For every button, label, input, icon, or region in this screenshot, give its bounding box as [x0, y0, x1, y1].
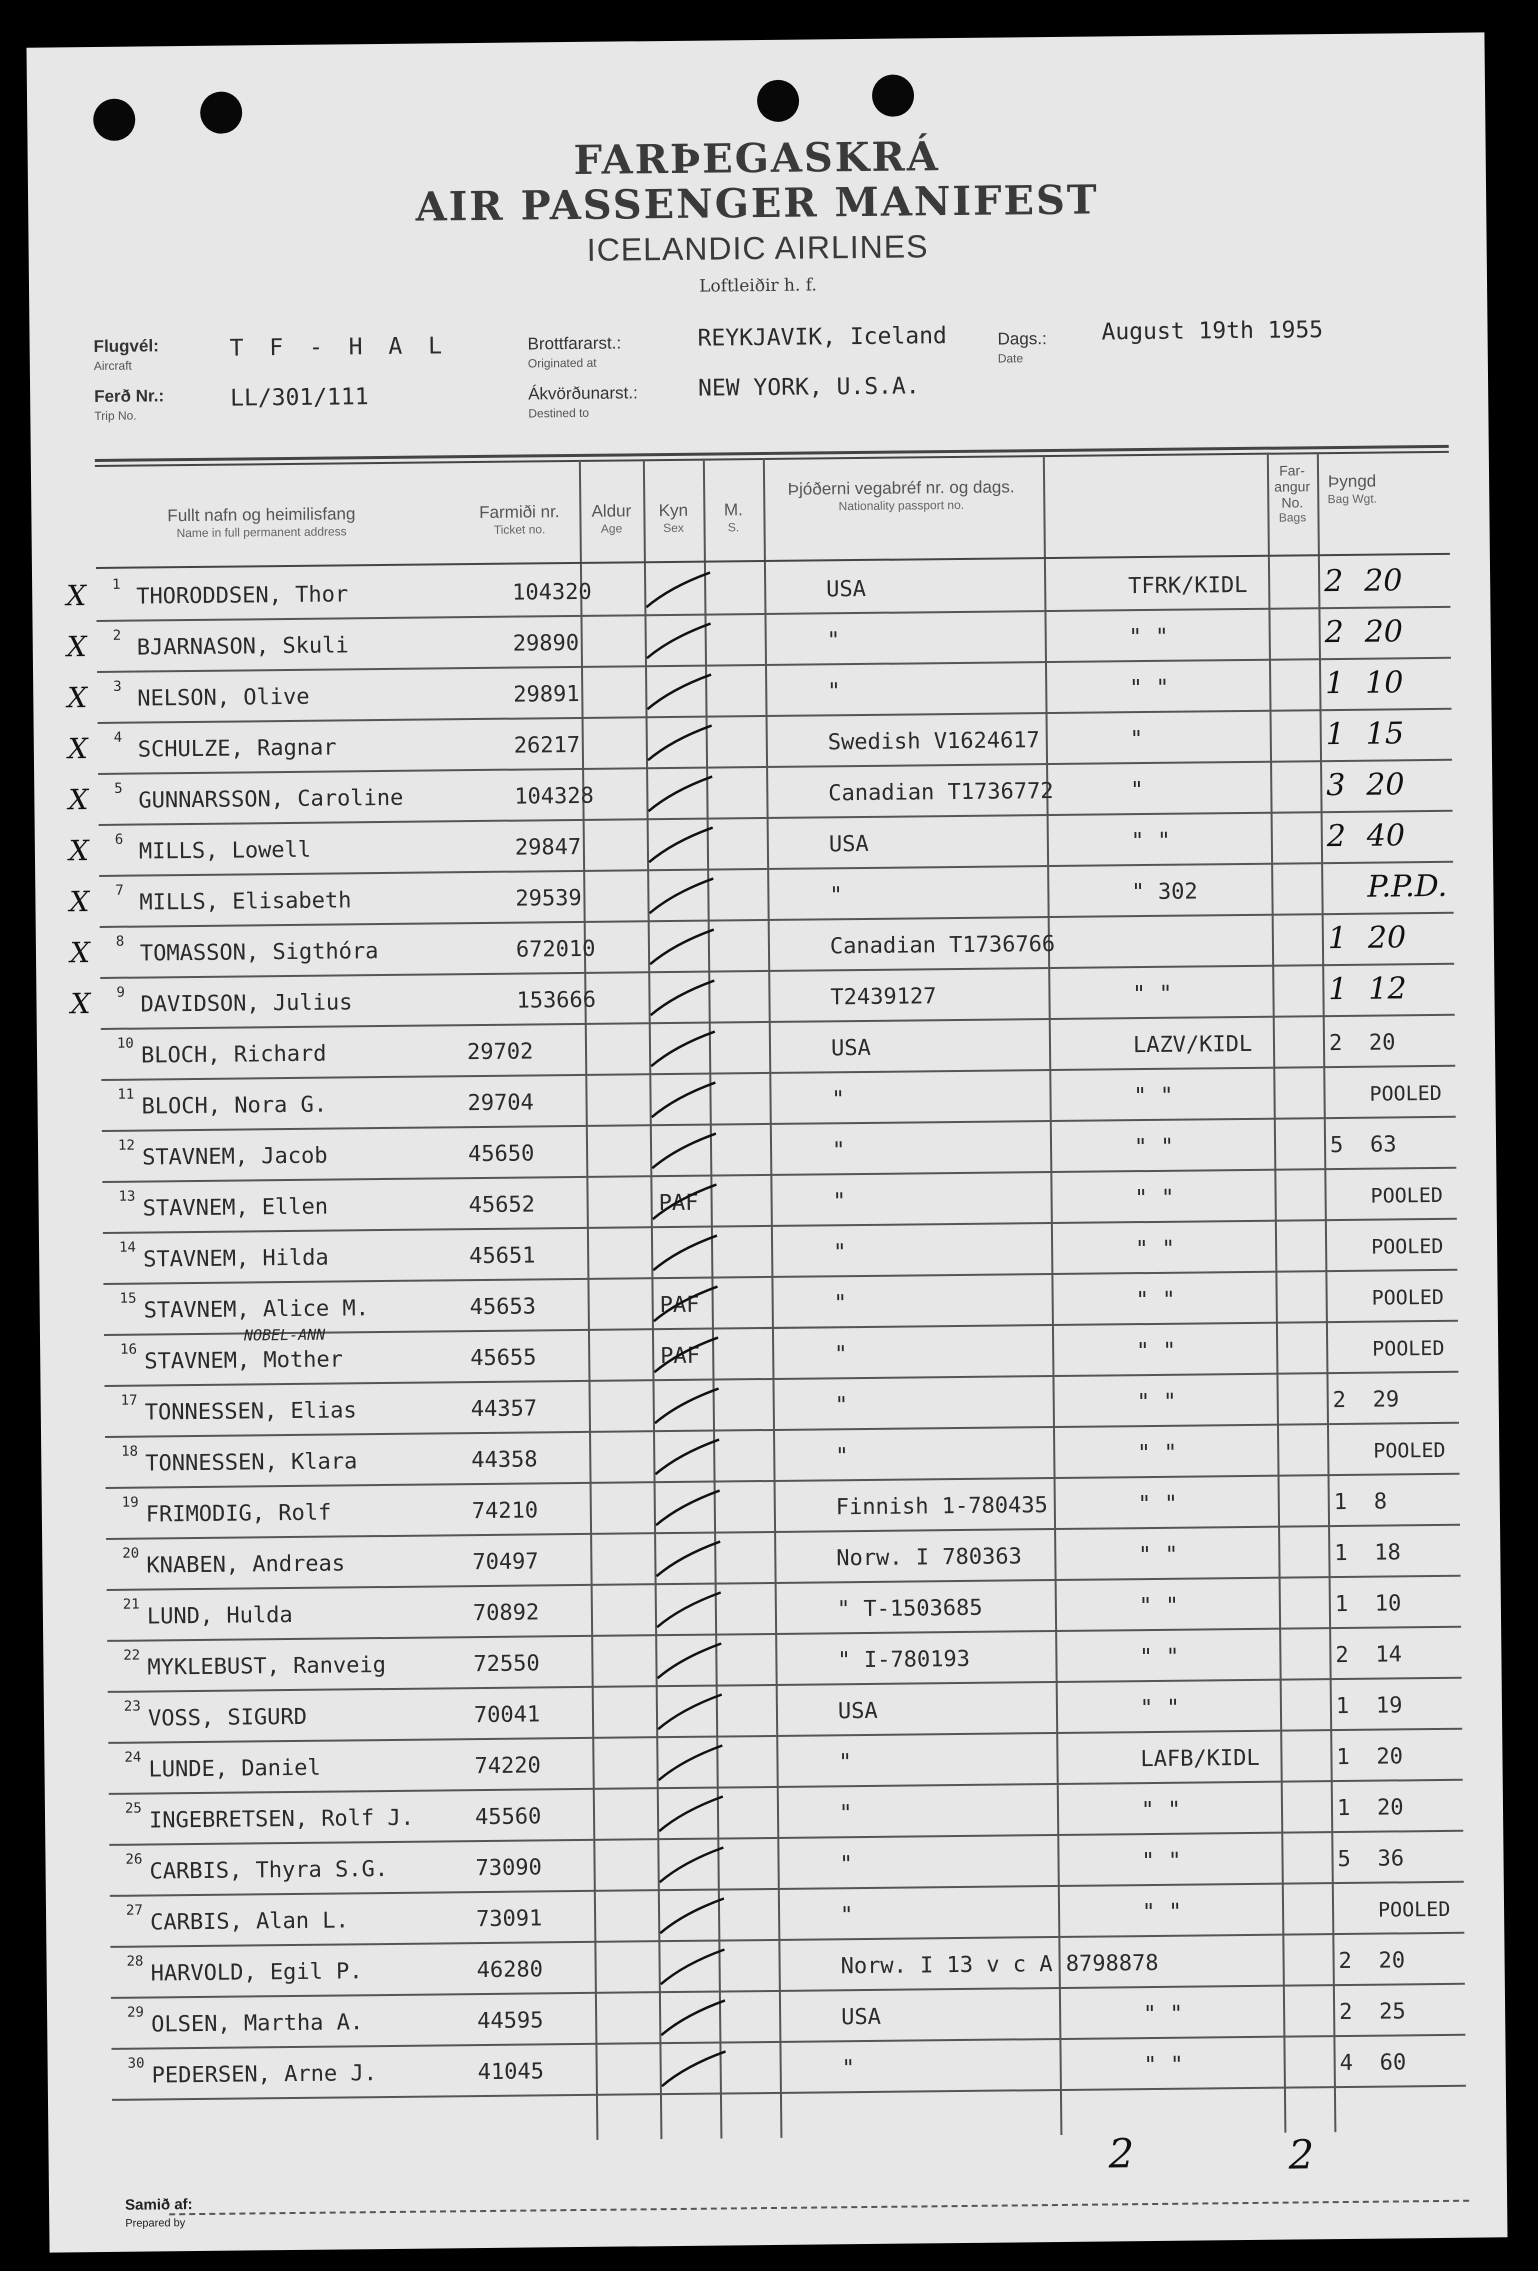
ticket-number: 45655	[470, 1345, 537, 1372]
passenger-name: STAVNEM, Hilda	[143, 1245, 329, 1273]
bag-weight: 10	[1374, 1591, 1402, 1617]
tick-stroke	[646, 1127, 726, 1176]
bag-count: 2	[1323, 563, 1344, 600]
bag-weight: POOLED	[1371, 1284, 1445, 1310]
bag-count: 2	[1324, 614, 1344, 651]
nationality-passport: " I-780193	[837, 1646, 971, 1674]
bag-weight: 19	[1375, 1693, 1403, 1719]
ticket-number: 44358	[471, 1447, 538, 1474]
row-number: 24	[124, 1749, 142, 1766]
tick-stroke	[654, 1943, 734, 1992]
ticket-number: 73090	[475, 1855, 542, 1882]
bag-weight: 63	[1369, 1132, 1397, 1158]
route-code: " "	[1135, 1287, 1176, 1314]
nationality-passport: "	[838, 1750, 852, 1776]
nationality-passport: "	[833, 1291, 848, 1317]
nationality-passport: "	[831, 1138, 846, 1164]
nationality-passport: "	[826, 628, 841, 654]
nationality-passport: "	[829, 883, 843, 909]
bag-weight: 12	[1368, 971, 1407, 1007]
passenger-name: VOSS, SIGURD	[147, 1704, 308, 1732]
row-number: 11	[117, 1086, 135, 1103]
passenger-name: TONNESSEN, Klara	[145, 1449, 358, 1477]
passenger-name: TOMASSON, Sigthóra	[139, 939, 379, 967]
row-number: 23	[123, 1698, 141, 1715]
row-number: 5	[114, 780, 123, 797]
check-mark: X	[66, 579, 87, 613]
passenger-name: MILLS, Lowell	[138, 837, 312, 865]
nationality-passport: "	[839, 1903, 854, 1929]
passenger-name: LUND, Hulda	[146, 1602, 293, 1630]
title-icelandic: FARÞEGASKRÁ	[573, 133, 941, 184]
bag-weight: 20	[1367, 920, 1407, 956]
passenger-name: BJARNASON, Skuli	[136, 633, 349, 661]
ticket-number: 73091	[475, 1906, 543, 1933]
check-mark: X	[67, 681, 88, 715]
col-header-name: Fullt nafn og heimilisfang Name in full permanent address	[167, 504, 356, 541]
ticket-number: 70041	[473, 1702, 541, 1729]
route-code: LAZV/KIDL	[1132, 1031, 1253, 1059]
route-code: " "	[1128, 624, 1169, 651]
bag-weight: 15	[1365, 716, 1405, 752]
tick-stroke	[644, 923, 724, 972]
bag-count: 5	[1329, 1132, 1344, 1159]
col-header-ticket: Farmiði nr. Ticket no.	[479, 502, 560, 537]
ticket-number: 74220	[474, 1753, 541, 1780]
total-bags: 2	[1108, 2131, 1135, 2178]
ticket-number: 45651	[469, 1243, 536, 1270]
route-code: " "	[1136, 1389, 1177, 1416]
route-code: " "	[1129, 675, 1170, 702]
ticket-number: 46280	[476, 1957, 544, 1984]
row-number: 8	[115, 933, 125, 950]
route-code: " "	[1136, 1338, 1177, 1365]
tick-stroke	[647, 1229, 727, 1278]
tick-stroke	[649, 1382, 729, 1431]
tick-stroke	[643, 872, 723, 921]
ticket-number: 45652	[468, 1192, 536, 1219]
row-number: 15	[119, 1290, 137, 1307]
passenger-name: STAVNEM, Jacob	[141, 1143, 328, 1171]
route-code: " 302	[1131, 879, 1198, 906]
route-code: LAFB/KIDL	[1140, 1745, 1260, 1773]
passenger-name: SCHULZE, Ragnar	[137, 735, 337, 763]
ticket-number: 104320	[512, 579, 592, 606]
bag-weight: P.P.D.	[1367, 868, 1448, 905]
bag-count: 4	[1339, 2050, 1354, 2077]
nationality-passport: "	[839, 1852, 853, 1878]
ticket-number: 74210	[471, 1498, 539, 1525]
route-code: " "	[1143, 2001, 1184, 2028]
nationality-passport: USA	[826, 576, 867, 603]
passenger-name: CARBIS, Thyra S.G.	[149, 1857, 389, 1885]
row-number: 22	[123, 1647, 141, 1664]
tick-stroke	[642, 719, 722, 768]
nationality-passport: "	[834, 1342, 848, 1368]
punch-hole	[200, 91, 242, 133]
nationality-passport: USA	[828, 831, 869, 858]
nationality-passport: Canadian T1736772	[828, 778, 1054, 807]
passenger-name: DAVIDSON, Julius	[140, 990, 353, 1018]
tick-stroke	[640, 566, 720, 615]
route-code: " "	[1132, 981, 1173, 1008]
ticket-number: 29702	[466, 1039, 534, 1066]
tick-stroke	[650, 1535, 730, 1584]
date-label: Dags.: Date	[997, 329, 1047, 366]
route-code: " "	[1138, 1593, 1179, 1620]
tick-stroke	[655, 1994, 735, 2043]
passenger-name: STAVNEM, Mother	[144, 1347, 344, 1375]
row-number: 16	[120, 1341, 138, 1358]
tick-stroke	[653, 1790, 733, 1839]
aircraft-label: Flugvél: Aircraft	[93, 336, 159, 374]
nationality-passport: "	[831, 1087, 845, 1113]
tick-stroke	[644, 974, 724, 1023]
passenger-name: LUNDE, Daniel	[148, 1755, 321, 1783]
bag-weight: POOLED	[1369, 1080, 1442, 1106]
passenger-name: CARBIS, Alan L.	[150, 1908, 349, 1936]
row-number: 14	[118, 1239, 137, 1256]
bag-count: 1	[1334, 1540, 1348, 1567]
route-code: " "	[1135, 1236, 1176, 1263]
row-number: 9	[116, 984, 125, 1001]
bag-weight: 36	[1377, 1846, 1405, 1872]
row-number: 10	[116, 1035, 134, 1052]
bag-weight: POOLED	[1370, 1233, 1444, 1259]
row-number: 20	[122, 1545, 140, 1562]
row-number: 3	[113, 678, 122, 695]
destination-value: NEW YORK, U.S.A.	[697, 373, 920, 402]
bag-weight: 40	[1366, 818, 1406, 854]
bag-count: 1	[1325, 665, 1345, 702]
bag-count: 2	[1332, 1387, 1347, 1414]
col-header-bags: Far-angur No. Bags	[1274, 462, 1311, 525]
bag-weight: 20	[1376, 1795, 1404, 1821]
bag-weight: 60	[1379, 2050, 1407, 2076]
nationality-passport: "	[827, 679, 841, 705]
tick-stroke	[641, 617, 721, 666]
handwritten-note: NOBEL-ANN	[243, 1325, 326, 1345]
nationality-passport: USA	[837, 1698, 878, 1725]
col-header-age: Aldur Age	[591, 501, 632, 536]
row-number: 21	[122, 1596, 140, 1613]
nationality-passport: " T-1503685	[836, 1595, 983, 1623]
origin-value: REYKJAVIK, Iceland	[697, 323, 947, 352]
nationality-passport: "	[832, 1189, 847, 1215]
ticket-number: 29847	[514, 834, 582, 861]
col-header-ms: M. S.	[723, 500, 743, 535]
bag-weight: 18	[1374, 1540, 1401, 1566]
ticket-number: 29704	[467, 1090, 534, 1117]
prepared-by-label: Samið af: Prepared by	[125, 2196, 193, 2230]
tick-stroke	[642, 770, 722, 819]
nationality-passport: "	[833, 1240, 847, 1266]
route-code: " "	[1140, 1797, 1181, 1824]
passenger-name: HARVOLD, Egil P.	[150, 1959, 363, 1987]
row-rule	[112, 2085, 1466, 2101]
title-english: AIR PASSENGER MANIFEST	[415, 176, 1099, 231]
bag-count: 1	[1333, 1489, 1348, 1516]
route-code: " "	[1141, 1848, 1182, 1875]
tick-stroke	[651, 1586, 731, 1635]
route-code: " "	[1141, 1899, 1182, 1926]
ticket-number: 104328	[514, 783, 594, 810]
punch-hole	[93, 99, 135, 141]
route-code: " "	[1134, 1185, 1175, 1212]
ticket-number: 45650	[467, 1141, 535, 1168]
bag-count: 1	[1336, 1795, 1351, 1822]
ticket-number: 45560	[474, 1804, 542, 1831]
ticket-number: 70892	[472, 1600, 540, 1627]
tick-stroke	[653, 1841, 733, 1890]
aircraft-value: T F - H A L	[229, 333, 449, 362]
col-header-weight: Þyngd Bag Wgt.	[1327, 471, 1378, 507]
bag-count: 2	[1339, 1999, 1353, 2026]
bag-weight: 20	[1368, 1030, 1396, 1056]
row-number: 12	[117, 1137, 135, 1154]
ticket-number: 29890	[512, 630, 580, 657]
passenger-name: FRIMODIG, Rolf	[145, 1500, 332, 1528]
bag-weight: 25	[1379, 1999, 1406, 2025]
age-value: PAF	[658, 1190, 699, 1217]
bag-weight: 20	[1376, 1744, 1404, 1770]
tick-stroke	[646, 1178, 726, 1227]
ticket-number: 26217	[513, 732, 581, 759]
bag-weight: 20	[1378, 1948, 1406, 1974]
route-code: "	[1129, 727, 1144, 753]
row-number: 7	[115, 882, 124, 899]
check-mark: X	[68, 834, 90, 868]
passenger-name: PEDERSEN, Arne J.	[151, 2061, 378, 2089]
check-mark: X	[69, 885, 90, 919]
nationality-passport: USA	[830, 1035, 871, 1062]
route-code: " "	[1143, 2052, 1184, 2079]
passenger-name: KNABEN, Andreas	[146, 1551, 346, 1579]
row-number: 26	[125, 1851, 143, 1868]
nationality-passport: "	[838, 1801, 853, 1827]
row-number: 2	[112, 627, 122, 644]
route-code: " "	[1137, 1491, 1178, 1518]
route-code: " "	[1133, 1083, 1174, 1110]
bag-weight: 20	[1366, 767, 1405, 803]
passenger-name: NELSON, Olive	[137, 684, 310, 712]
tick-stroke	[647, 1280, 727, 1329]
passenger-name: STAVNEM, Alice M.	[143, 1296, 370, 1324]
passenger-name: BLOCH, Nora G.	[141, 1092, 328, 1120]
bag-count: 2	[1335, 1642, 1349, 1669]
date-value: August 19th 1955	[1101, 317, 1324, 346]
check-mark: X	[69, 936, 91, 970]
passenger-name: STAVNEM, Ellen	[142, 1194, 329, 1222]
nationality-passport: "	[835, 1444, 849, 1470]
bag-count: 2	[1328, 1030, 1343, 1057]
bag-count: 1	[1336, 1744, 1350, 1771]
bag-weight: 10	[1365, 665, 1404, 701]
check-mark: X	[68, 783, 89, 817]
nationality-passport: Canadian T1736766	[829, 931, 1056, 960]
bag-weight: 20	[1364, 614, 1404, 650]
bag-weight: 8	[1373, 1489, 1388, 1515]
destination-label: Ákvörðunarst.: Destined to	[528, 383, 638, 421]
row-number: 13	[118, 1188, 136, 1205]
route-code: " "	[1138, 1542, 1179, 1569]
ticket-number: 70497	[472, 1549, 539, 1576]
row-number: 19	[121, 1494, 139, 1511]
nationality-passport: Finnish 1-780435	[835, 1493, 1048, 1521]
ticket-number: 72550	[473, 1651, 540, 1678]
nationality-passport: Swedish V1624617	[827, 728, 1040, 756]
passenger-name: MILLS, Elisabeth	[139, 888, 352, 916]
trip-value: LL/301/111	[230, 384, 369, 412]
bag-count: 1	[1335, 1693, 1350, 1720]
bag-weight: 29	[1372, 1387, 1400, 1413]
ticket-number: 41045	[477, 2059, 545, 2086]
bag-count: 1	[1325, 716, 1346, 753]
row-number: 28	[126, 1953, 144, 1970]
passenger-name: OLSEN, Martha A.	[151, 2010, 364, 2038]
ticket-number: 29891	[513, 681, 580, 708]
punch-hole	[757, 80, 799, 122]
bag-count: 1	[1334, 1591, 1349, 1618]
tick-stroke	[650, 1484, 730, 1533]
row-number: 30	[127, 2055, 145, 2072]
tick-stroke	[652, 1739, 732, 1788]
bag-count: 1	[1328, 971, 1348, 1008]
trip-label: Ferð Nr.: Trip No.	[94, 386, 165, 424]
row-number: 27	[125, 1902, 143, 1919]
route-code: " "	[1139, 1644, 1180, 1671]
bag-weight: POOLED	[1377, 1896, 1451, 1922]
age-value: PAF	[660, 1343, 701, 1370]
row-number: 1	[112, 576, 121, 593]
signature-line	[169, 2200, 1469, 2216]
ticket-number: 672010	[515, 936, 596, 963]
tick-stroke	[649, 1433, 729, 1482]
ticket-number: 29539	[515, 885, 582, 912]
ticket-number: 45653	[469, 1294, 537, 1321]
bag-count: 2	[1338, 1948, 1352, 1975]
passenger-name: BLOCH, Richard	[140, 1041, 327, 1069]
row-number: 6	[114, 831, 124, 848]
row-number: 29	[126, 2004, 145, 2021]
bag-count: 5	[1337, 1846, 1351, 1873]
tick-stroke	[654, 1892, 734, 1941]
row-number: 18	[121, 1443, 139, 1460]
tick-stroke	[651, 1637, 731, 1686]
route-code: " "	[1133, 1134, 1174, 1161]
route-code: " "	[1137, 1440, 1178, 1467]
manifest-sheet	[26, 32, 1507, 2252]
ticket-number: 44595	[477, 2008, 544, 2035]
route-code: " "	[1130, 828, 1171, 855]
bag-weight: POOLED	[1373, 1437, 1446, 1463]
col-header-nationality: Þjóðerni vegabréf nr. og dags. Nationality passport no.	[787, 477, 1015, 514]
nationality-passport: "	[834, 1393, 849, 1419]
tick-stroke	[645, 1025, 725, 1074]
total-weight: 2	[1288, 2132, 1315, 2179]
bag-weight: 14	[1375, 1642, 1403, 1668]
row-number: 25	[124, 1800, 142, 1817]
bag-weight: POOLED	[1370, 1182, 1443, 1208]
check-mark: X	[66, 630, 87, 664]
nationality-passport: "	[841, 2056, 856, 2082]
nationality-passport: Norw. I 13 v c A 8798878	[840, 1950, 1159, 1980]
bag-weight: POOLED	[1372, 1335, 1445, 1361]
bag-count: 1	[1327, 920, 1348, 957]
ticket-number: 153666	[516, 987, 597, 1014]
tick-stroke	[652, 1688, 732, 1737]
route-code: "	[1130, 778, 1144, 804]
passenger-name: INGEBRETSEN, Rolf J.	[148, 1805, 415, 1834]
route-code: TFRK/KIDL	[1128, 572, 1248, 600]
ticket-number: 44357	[470, 1396, 538, 1423]
age-value: PAF	[659, 1292, 700, 1319]
tick-stroke	[648, 1331, 728, 1380]
bag-count: 3	[1326, 767, 1346, 804]
punch-hole	[872, 74, 914, 116]
tick-stroke	[645, 1076, 725, 1125]
passenger-name: TONNESSEN, Elias	[144, 1398, 357, 1426]
bag-weight: 20	[1363, 563, 1403, 599]
origin-label: Brottfararst.: Originated at	[527, 333, 622, 371]
bag-count: 2	[1326, 818, 1347, 855]
passenger-name: GUNNARSSON, Caroline	[138, 785, 404, 814]
tick-stroke	[643, 821, 723, 870]
row-number: 17	[120, 1392, 138, 1409]
row-number: 4	[113, 729, 123, 746]
nationality-passport: Norw. I 780363	[836, 1544, 1022, 1572]
check-mark: X	[67, 732, 88, 766]
airline-name: ICELANDIC AIRLINES	[586, 228, 929, 268]
col-header-sex: Kyn Sex	[658, 500, 689, 536]
nationality-passport: T2439127	[830, 984, 937, 1011]
passenger-name: THORODDSEN, Thor	[136, 582, 349, 610]
passenger-name: MYKLEBUST, Ranveig	[147, 1653, 387, 1681]
tick-stroke	[641, 668, 721, 717]
nationality-passport: USA	[841, 2004, 882, 2031]
check-mark: X	[70, 987, 91, 1021]
tick-stroke	[655, 2045, 735, 2094]
route-code: " "	[1139, 1695, 1180, 1722]
company-name: Loftleiðir h. f.	[699, 275, 817, 297]
